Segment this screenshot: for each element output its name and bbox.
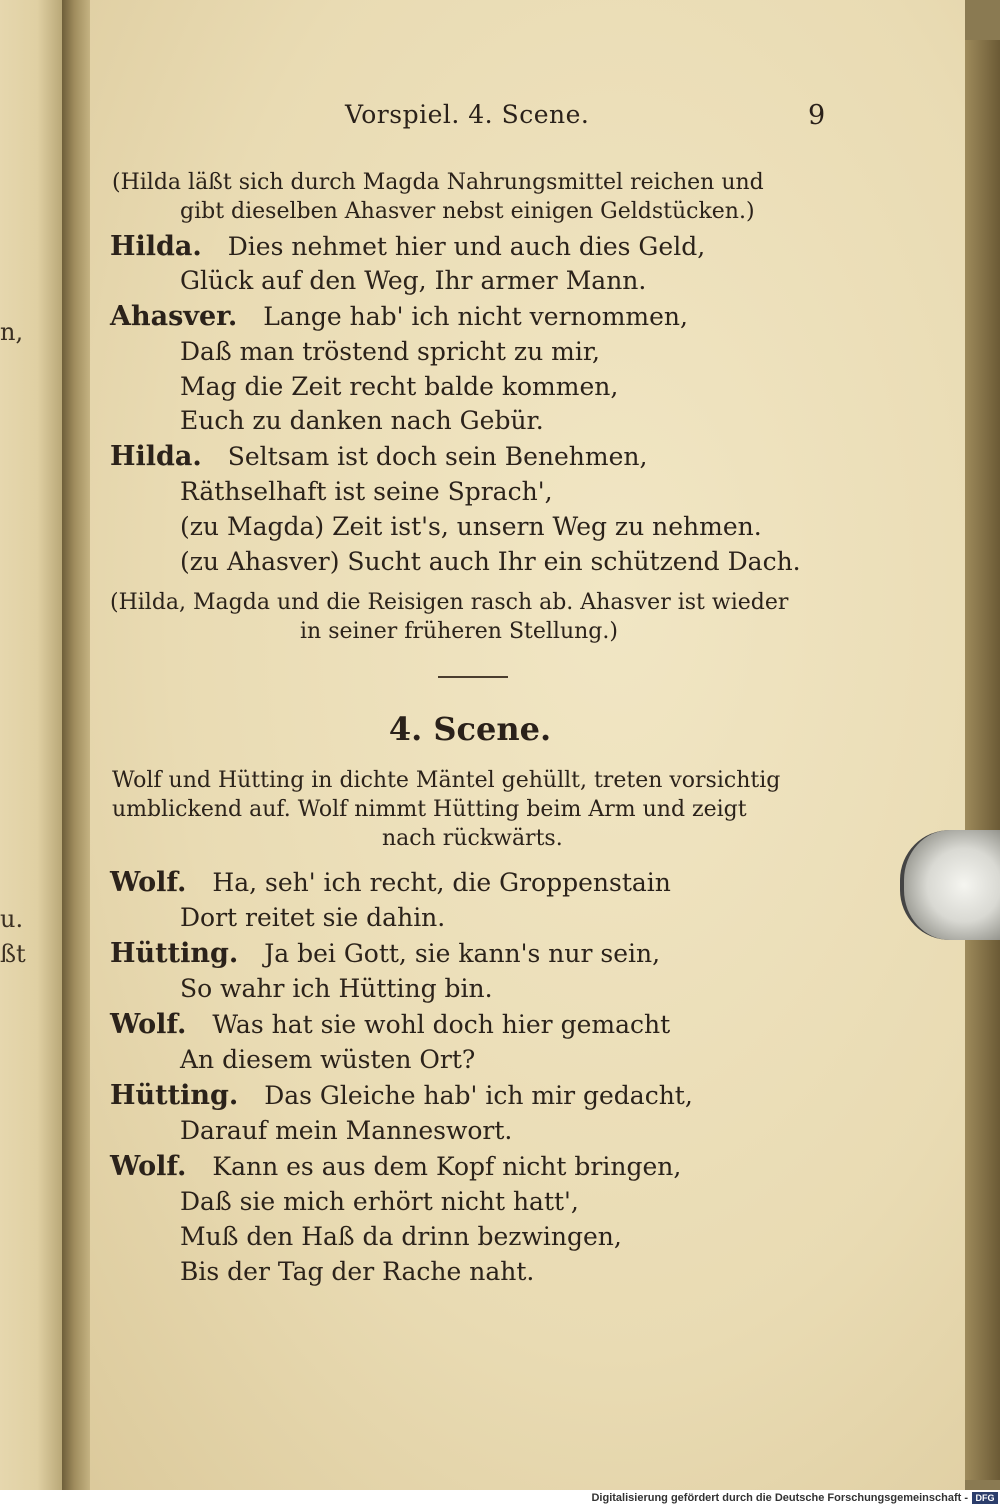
dialogue-line bbox=[180, 406, 544, 436]
dialogue-line bbox=[180, 337, 600, 367]
verse-text: (zu Magda) Zeit ist's, unsern Weg zu nehmen. bbox=[180, 512, 762, 541]
verse-text: So wahr ich Hütting bin. bbox=[180, 974, 493, 1003]
running-head: Vorspiel. 4. Scene. bbox=[345, 100, 590, 129]
dialogue-line bbox=[180, 903, 445, 933]
page-clip bbox=[900, 830, 1000, 940]
speaker-name: Hilda. bbox=[110, 231, 202, 262]
speaker-name: Ahasver. bbox=[110, 301, 238, 332]
page-number: 9 bbox=[808, 100, 826, 131]
stage-direction-line: in seiner früheren Stellung.) bbox=[300, 619, 618, 644]
speaker-name: Wolf. bbox=[110, 1009, 187, 1040]
dialogue-line bbox=[180, 266, 646, 296]
speaker-name: Hütting. bbox=[110, 938, 239, 969]
stage-direction-line: Wolf und Hütting in dichte Mäntel gehüllt, treten vorsichtig bbox=[112, 768, 781, 793]
verse-text: Was hat sie wohl doch hier gemacht bbox=[212, 1010, 671, 1039]
verse-text: Glück auf den Weg, Ihr armer Mann. bbox=[180, 266, 647, 295]
speaker-name: Wolf. bbox=[110, 1151, 187, 1182]
section-divider bbox=[438, 676, 508, 678]
dialogue-line bbox=[180, 477, 553, 507]
verse-text: Lange hab' ich nicht vernommen, bbox=[263, 302, 688, 331]
digitization-footer bbox=[0, 1490, 1000, 1507]
dialogue-line bbox=[110, 442, 647, 472]
dialogue-line bbox=[110, 1081, 693, 1111]
dialogue-line bbox=[110, 232, 705, 262]
stage-direction-line: umblickend auf. Wolf nimmt Hütting beim Arm und zeigt bbox=[112, 797, 747, 822]
left-page-fragment: n, bbox=[0, 318, 24, 346]
dialogue-line bbox=[180, 1187, 579, 1217]
left-page-fragment: ßt bbox=[0, 940, 26, 968]
dialogue-line bbox=[110, 868, 671, 898]
stage-direction-line: gibt dieselben Ahasver nebst einigen Geldstücken.) bbox=[180, 199, 755, 224]
dialogue-line bbox=[110, 1152, 681, 1182]
stage-direction-line: nach rückwärts. bbox=[382, 826, 563, 851]
speaker-name: Hütting. bbox=[110, 1080, 239, 1111]
left-page-edge bbox=[0, 0, 62, 1490]
dialogue-line bbox=[180, 1116, 512, 1146]
verse-text: Seltsam ist doch sein Benehmen, bbox=[227, 442, 648, 471]
funding-credit: Digitalisierung gefördert durch die Deutsche Forschungsgemeinschaft - bbox=[591, 1492, 968, 1504]
dfg-logo: DFG bbox=[972, 1492, 998, 1504]
dialogue-line bbox=[110, 939, 660, 969]
verse-text: Darauf mein Manneswort. bbox=[180, 1116, 513, 1145]
verse-text: Kann es aus dem Kopf nicht bringen, bbox=[212, 1152, 682, 1181]
verse-text: Muß den Haß da drinn bezwingen, bbox=[180, 1222, 622, 1251]
dialogue-line bbox=[180, 1257, 534, 1287]
verse-text: Das Gleiche hab' ich mir gedacht, bbox=[264, 1081, 693, 1110]
left-page-fragment: u. bbox=[0, 905, 24, 933]
stage-direction-line: (Hilda läßt sich durch Magda Nahrungsmittel reichen und bbox=[112, 170, 764, 195]
verse-text: Euch zu danken nach Gebür. bbox=[180, 406, 544, 435]
verse-text: An diesem wüsten Ort? bbox=[180, 1045, 476, 1074]
dialogue-line bbox=[110, 302, 688, 332]
verse-text: Dies nehmet hier und auch dies Geld, bbox=[227, 232, 706, 261]
verse-text: Räthselhaft ist seine Sprach', bbox=[180, 477, 553, 506]
verse-text: (zu Ahasver) Sucht auch Ihr ein schützend Dach. bbox=[180, 547, 801, 576]
dialogue-line bbox=[180, 1045, 475, 1075]
dialogue-line bbox=[180, 512, 762, 542]
dialogue-line bbox=[180, 372, 618, 402]
speaker-name: Wolf. bbox=[110, 867, 187, 898]
dialogue-line bbox=[180, 547, 801, 577]
stage-direction-line: (Hilda, Magda und die Reisigen rasch ab. Ahasver ist wieder bbox=[110, 590, 789, 615]
dialogue-line bbox=[110, 1010, 670, 1040]
verse-text: Dort reitet sie dahin. bbox=[180, 903, 446, 932]
dialogue-line bbox=[180, 974, 493, 1004]
verse-text: Ha, seh' ich recht, die Groppenstain bbox=[212, 868, 671, 897]
verse-text: Ja bei Gott, sie kann's nur sein, bbox=[264, 939, 661, 968]
verse-text: Mag die Zeit recht balde kommen, bbox=[180, 372, 619, 401]
scene-heading: 4. Scene. bbox=[388, 710, 552, 748]
speaker-name: Hilda. bbox=[110, 441, 202, 472]
dialogue-line bbox=[180, 1222, 622, 1252]
verse-text: Bis der Tag der Rache naht. bbox=[180, 1257, 535, 1286]
verse-text: Daß man tröstend spricht zu mir, bbox=[180, 337, 600, 366]
verse-text: Daß sie mich erhört nicht hatt', bbox=[180, 1187, 579, 1216]
